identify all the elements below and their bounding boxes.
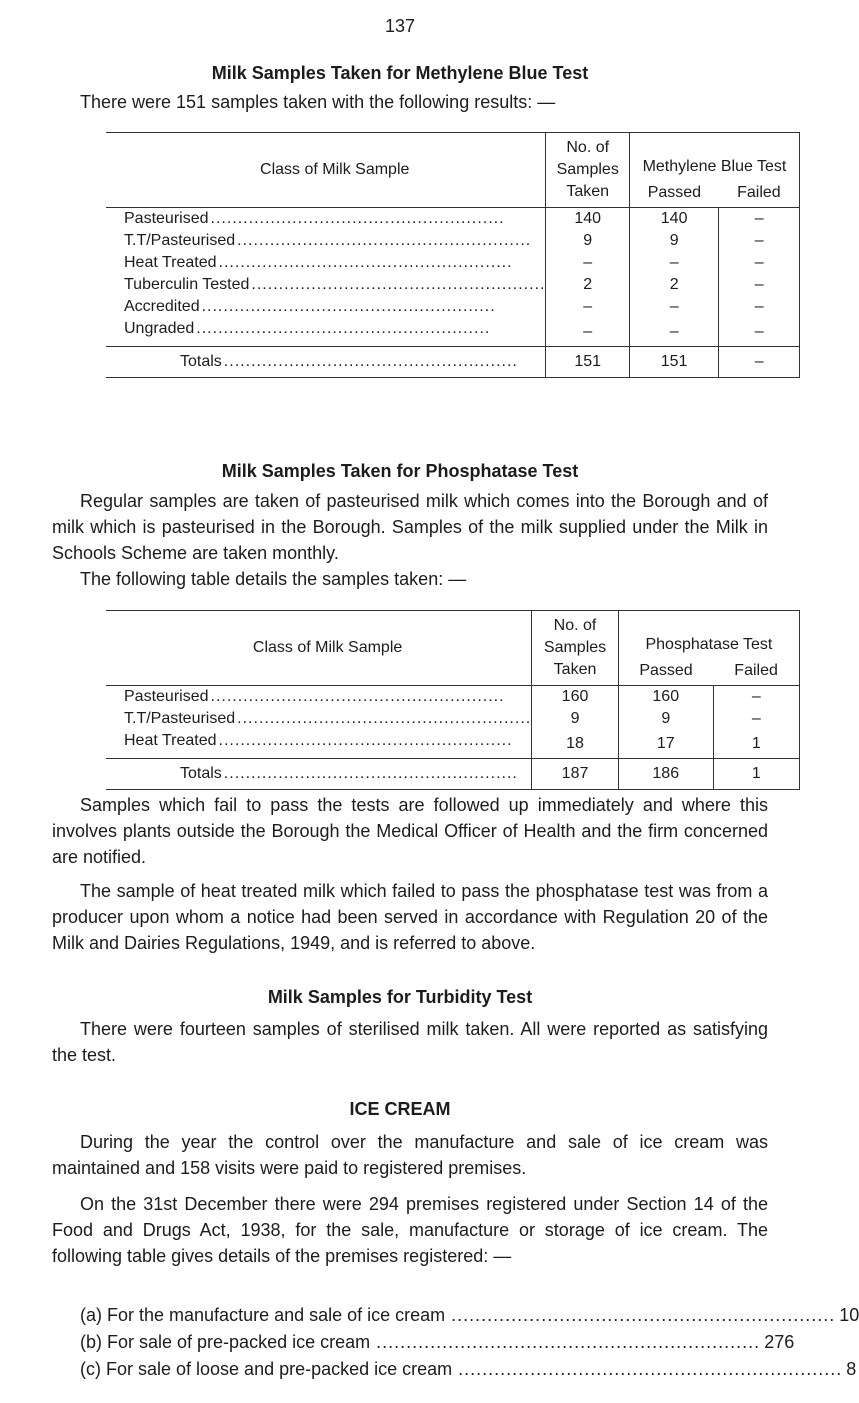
row-label: Heat Treated — [124, 732, 217, 749]
list-item: (c) For sale of loose and pre-packed ice cream ................................................................ 8 — [80, 1356, 726, 1383]
totals-row: Totals ...................................................... 187 186 1 — [106, 759, 800, 790]
ice-cream-para-1: During the year the control over the manufacture and sale of ice cream was maintained and 158 visits were paid to registered premises. — [52, 1132, 768, 1178]
totals-row: Totals ...................................................... 151 151 – — [106, 347, 800, 378]
failed-cell: 1 — [713, 730, 799, 759]
premises-list — [80, 1302, 859, 1383]
col-samples-line1: No. of — [553, 617, 597, 634]
row-label: Ungraded — [124, 320, 195, 337]
list-item-label: (b) For sale of pre-packed ice cream — [80, 1332, 371, 1352]
samples-cell: – — [546, 296, 630, 318]
list-item: (b) For sale of pre-packed ice cream ................................................................ 276 — [80, 1329, 726, 1356]
table-row: Heat Treated ...................................................... 18 17 1 — [106, 730, 800, 759]
passed-cell: – — [629, 318, 718, 347]
failed-cell: – — [719, 230, 800, 252]
col-passed-header: Passed — [618, 658, 713, 685]
list-item-label: (c) For sale of loose and pre-packed ice cream — [80, 1359, 453, 1379]
passed-cell: 2 — [629, 274, 718, 296]
samples-cell: – — [546, 318, 630, 347]
phosphatase-para-4: The sample of heat treated milk which failed to pass the phosphatase test was from a producer upon whom a notice had been served in accordance with Regulation 20 of the Milk and Dairies Regulations, 1949, and is referred to above. — [52, 881, 768, 953]
phosphatase-para-2: The following table details the samples taken: — — [80, 569, 467, 589]
passed-cell: – — [629, 296, 718, 318]
phosphatase-heading: Milk Samples Taken for Phosphatase Test — [221, 461, 579, 481]
failed-cell: – — [713, 686, 799, 709]
ice-cream-para-2: On the 31st December there were 294 premises registered under Section 14 of the Food and Drugs Act, 1938, for the sale, manufacture or storage of ice cream. The following table gives details of the premises registered: — — [52, 1194, 768, 1266]
col-class-header: Class of Milk Sample — [106, 133, 546, 208]
col-class-header: Class of Milk Sample — [106, 611, 532, 686]
total-passed-cell: 186 — [618, 759, 713, 790]
samples-cell: 9 — [546, 230, 630, 252]
table-row: Ungraded ...................................................... – – – — [106, 318, 800, 347]
table-row: Pasteurised ...................................................... 160 160 – — [106, 686, 800, 709]
row-label: Pasteurised — [124, 210, 209, 227]
total-samples-cell: 151 — [546, 347, 630, 378]
samples-cell: – — [546, 252, 630, 274]
col-passed-header: Passed — [629, 180, 718, 207]
col-failed-header: Failed — [713, 658, 799, 685]
failed-cell: – — [719, 296, 800, 318]
failed-cell: – — [713, 708, 799, 730]
failed-cell: – — [719, 208, 800, 231]
col-samples-header — [532, 611, 619, 686]
col-samples-line1: No. of — [566, 139, 610, 156]
list-item-value: 8 — [846, 1359, 857, 1379]
col-failed-header: Failed — [719, 180, 800, 207]
passed-cell: 140 — [629, 208, 718, 231]
col-samples-header — [546, 133, 630, 208]
samples-cell: 18 — [532, 730, 619, 759]
list-item-label: (a) For the manufacture and sale of ice cream — [80, 1305, 446, 1325]
row-label: T.T/Pasteurised — [124, 710, 236, 727]
phosphatase-table — [106, 610, 800, 790]
row-label: T.T/Pasteurised — [124, 232, 236, 249]
col-samples-line2: Samples — [556, 161, 619, 178]
col-samples-line3: Taken — [553, 661, 597, 678]
turbidity-para: There were fourteen samples of sterilised milk taken. All were reported as satisfying the test. — [52, 1019, 768, 1065]
totals-label: Totals — [180, 765, 222, 782]
table-row: Accredited ...................................................... – – – — [106, 296, 800, 318]
samples-cell: 2 — [546, 274, 630, 296]
phosphatase-para-3: Samples which fail to pass the tests are followed up immediately and where this involves plants outside the Borough the Medical Officer of Health and the firm concerned are notified. — [52, 795, 768, 867]
page-number: 137 — [384, 16, 416, 36]
col-test-header: Phosphatase Test — [618, 611, 799, 659]
row-label: Heat Treated — [124, 254, 217, 271]
total-passed-cell: 151 — [629, 347, 718, 378]
table-row: Tuberculin Tested ...................................................... 2 2 – — [106, 274, 800, 296]
samples-cell: 9 — [532, 708, 619, 730]
list-item-value: 276 — [764, 1332, 795, 1352]
col-samples-line3: Taken — [566, 183, 610, 200]
table-header-row — [106, 133, 800, 181]
table-row: Heat Treated ...................................................... – – – — [106, 252, 800, 274]
row-label: Pasteurised — [124, 688, 209, 705]
samples-cell: 160 — [532, 686, 619, 709]
passed-cell: 17 — [618, 730, 713, 759]
samples-cell: 140 — [546, 208, 630, 231]
methylene-blue-table — [106, 132, 800, 378]
passed-cell: 9 — [618, 708, 713, 730]
passed-cell: 9 — [629, 230, 718, 252]
totals-label: Totals — [180, 353, 222, 370]
list-item-value: 10 — [839, 1305, 859, 1325]
table-row: Pasteurised ...................................................... 140 140 – — [106, 208, 800, 231]
passed-cell: – — [629, 252, 718, 274]
row-label: Accredited — [124, 298, 200, 315]
col-test-header: Methylene Blue Test — [629, 133, 799, 181]
total-samples-cell: 187 — [532, 759, 619, 790]
table-header-row — [106, 611, 800, 659]
list-item: (a) For the manufacture and sale of ice cream ................................................................ 10 — [80, 1302, 726, 1329]
failed-cell: – — [719, 274, 800, 296]
failed-cell: – — [719, 318, 800, 347]
table-row: T.T/Pasteurised ...................................................... 9 9 – — [106, 708, 800, 730]
row-label: Tuberculin Tested — [124, 276, 250, 293]
methylene-blue-intro: There were 151 samples taken with the following results: — — [80, 92, 556, 112]
phosphatase-para-1: Regular samples are taken of pasteurised milk which comes into the Borough and of milk which is pasteurised in the Borough. Samples of the milk supplied under the Milk in Schools Scheme are taken monthly. — [52, 491, 768, 563]
total-failed-cell: – — [719, 347, 800, 378]
ice-cream-heading: ICE CREAM — [349, 1099, 451, 1119]
total-failed-cell: 1 — [713, 759, 799, 790]
col-samples-line2: Samples — [543, 639, 607, 656]
passed-cell: 160 — [618, 686, 713, 709]
methylene-blue-heading: Milk Samples Taken for Methylene Blue Test — [211, 63, 589, 83]
failed-cell: – — [719, 252, 800, 274]
table-row: T.T/Pasteurised ...................................................... 9 9 – — [106, 230, 800, 252]
turbidity-heading: Milk Samples for Turbidity Test — [267, 987, 533, 1007]
